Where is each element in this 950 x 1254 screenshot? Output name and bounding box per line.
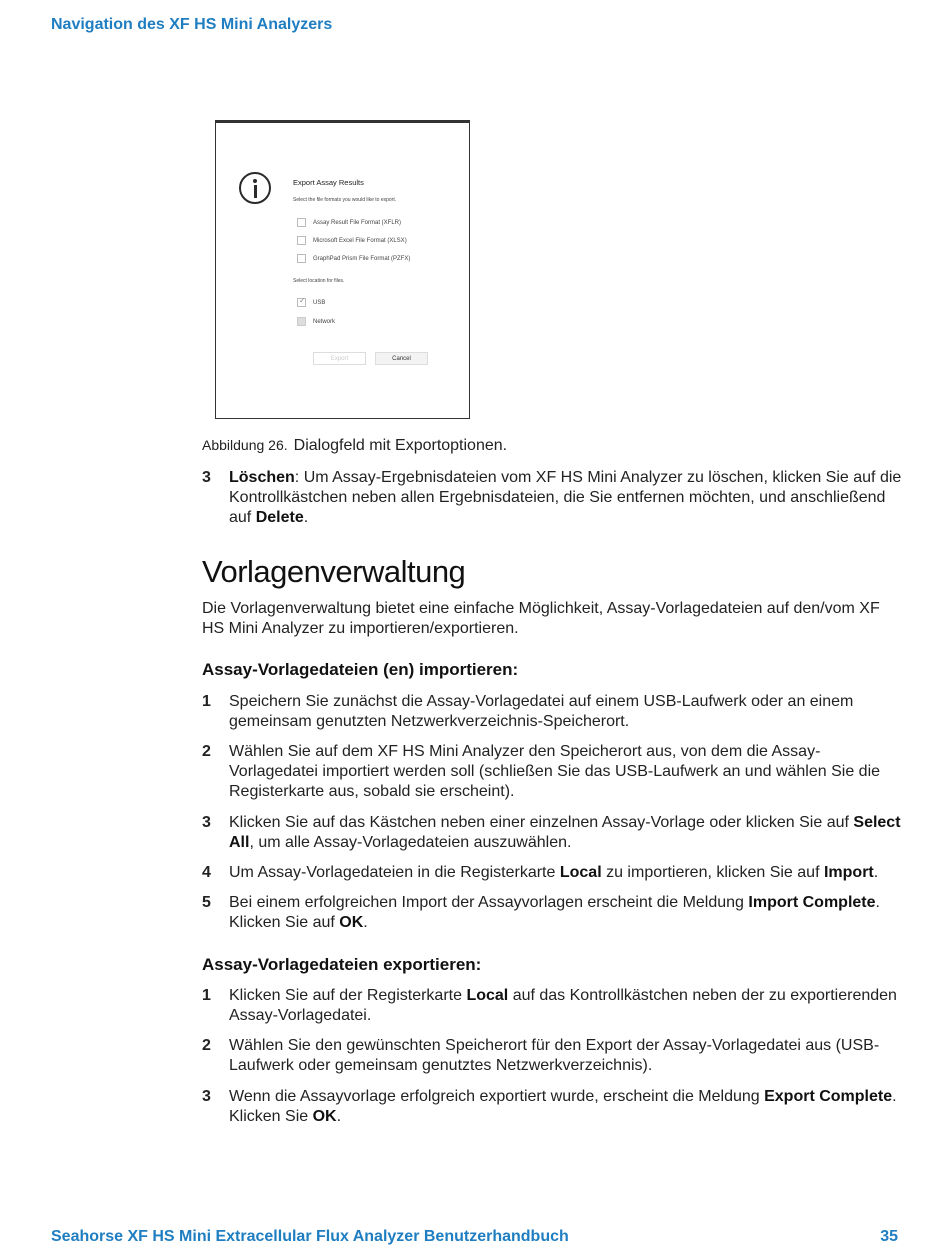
dialog-subtitle: Select the file formats you would like to export. xyxy=(293,197,397,203)
figure-caption xyxy=(202,437,507,455)
location-usb-option[interactable] xyxy=(297,298,325,307)
section-title: Vorlagenverwaltung xyxy=(202,554,466,589)
info-icon xyxy=(239,172,271,204)
format-pzfx-option[interactable] xyxy=(297,254,410,263)
caption-label: Abbildung 26. xyxy=(202,437,288,453)
format-xflr-option[interactable] xyxy=(297,218,401,227)
caption-text: Dialogfeld mit Exportoptionen. xyxy=(293,437,508,454)
location-network-option[interactable] xyxy=(297,317,335,326)
screen-top-bar xyxy=(216,121,469,123)
cancel-button[interactable]: Cancel xyxy=(375,352,428,365)
format-pzfx-label: GraphPad Prism File Format (PZFX) xyxy=(313,255,411,262)
list-item: 5 Bei einem erfolgreichen Import der Assayvorlagen erscheint die Meldung Import Complete. Klicken Sie auf OK. xyxy=(202,894,880,931)
list-item: 4 Um Assay-Vorlagedateien in die Registerkarte Local zu importieren, klicken Sie auf Import. xyxy=(202,864,879,881)
export-button[interactable]: Export xyxy=(313,352,366,365)
list-item: 2 Wählen Sie auf dem XF HS Mini Analyzer den Speicherort aus, von dem die Assay-Vorlagedatei importiert werden soll (schließen Sie das USB-Laufwerk an und wählen Sie die Registerkarte aus, sobald sie erscheint). xyxy=(202,743,881,800)
location-usb-label: USB xyxy=(313,299,326,306)
location-usb-checkbox[interactable] xyxy=(297,298,306,307)
list-item: 3 Klicken Sie auf das Kästchen neben einer einzelnen Assay-Vorlage oder klicken Sie auf Select All, um alle Assay-Vorlagedateien auszuwählen. xyxy=(202,814,901,851)
list-item: 2 Wählen Sie den gewünschten Speicherort für den Export der Assay-Vorlagedatei aus (USB-Laufwerk oder gemeinsam genutztes Netzwerkverzeichnis). xyxy=(202,1037,880,1074)
location-network-checkbox[interactable] xyxy=(297,317,306,326)
footer-title: Seahorse XF HS Mini Extracellular Flux Analyzer Benutzerhandbuch xyxy=(51,1228,569,1245)
format-xflr-label: Assay Result File Format (XFLR) xyxy=(313,219,402,226)
format-xlsx-option[interactable] xyxy=(297,236,407,245)
format-pzfx-checkbox[interactable] xyxy=(297,254,306,263)
export-dialog-screenshot xyxy=(215,120,470,419)
location-network-label: Network xyxy=(313,318,336,325)
list-item: 3 Wenn die Assayvorlage erfolgreich exportiert wurde, erscheint die Meldung Export Complete. Klicken Sie OK. xyxy=(202,1088,897,1125)
format-xlsx-checkbox[interactable] xyxy=(297,236,306,245)
list-item: 3 Löschen: Um Assay-Ergebnisdateien vom XF HS Mini Analyzer zu löschen, klicken Sie auf die Kontrollkästchen neben allen Ergebnisdateien, die Sie entfernen möchten, und anschließend auf Delete. xyxy=(202,469,902,526)
page-number: 35 xyxy=(880,1228,898,1245)
format-xflr-checkbox[interactable] xyxy=(297,218,306,227)
list-item: 1 Klicken Sie auf der Registerkarte Local auf das Kontrollkästchen neben der zu exportierenden Assay-Vorlagedatei. xyxy=(202,987,897,1024)
location-label: Select location for files. xyxy=(293,278,345,284)
running-header: Navigation des XF HS Mini Analyzers xyxy=(51,16,333,33)
dialog-title: Export Assay Results xyxy=(293,178,364,187)
list-item: 1 Speichern Sie zunächst die Assay-Vorlagedatei auf einem USB-Laufwerk oder an einem gemeinsam genutzten Netzwerkverzeichnis-Speicherort. xyxy=(202,693,854,730)
export-heading: Assay-Vorlagedateien exportieren: xyxy=(202,955,482,974)
import-heading: Assay-Vorlagedateien (en) importieren: xyxy=(202,660,519,679)
format-xlsx-label: Microsoft Excel File Format (XLSX) xyxy=(313,237,407,244)
section-intro: Die Vorlagenverwaltung bietet eine einfache Möglichkeit, Assay-Vorlagedateien auf den/vom XF HS Mini Analyzer zu importieren/exportieren. xyxy=(202,600,880,637)
